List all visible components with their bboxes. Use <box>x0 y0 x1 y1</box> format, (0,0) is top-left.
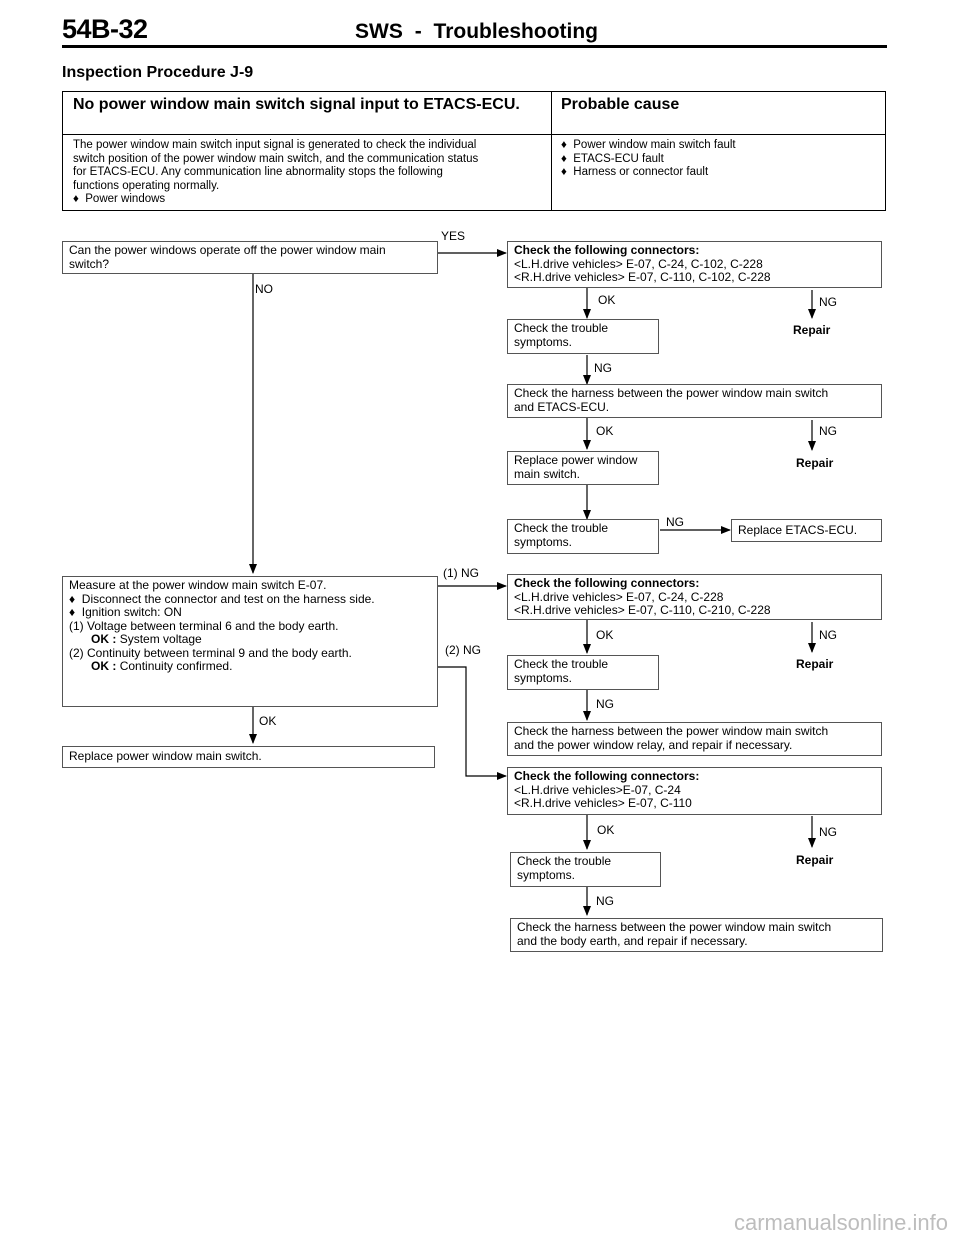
measure-box: Measure at the power window main switch E-07. ♦ Disconnect the connector and test on the harness side. ♦ Ignition switch: ON (1) Voltage between terminal 6 and the body earth. OK : System voltage (2) Continuity between terminal 9 and the body earth. OK : Continuity confirmed. <box>62 576 438 707</box>
trouble-symptoms-box: Check the trouble symptoms. <box>507 519 659 554</box>
ok-label: OK <box>598 293 616 307</box>
ng-label: NG <box>819 295 837 309</box>
ng-label: NG <box>819 424 837 438</box>
ng-label: NG <box>666 515 684 529</box>
section-code: SWS <box>355 20 403 43</box>
page-number: 54B-32 <box>62 14 148 44</box>
harness-check-box: Check the harness between the power window main switch and ETACS-ECU. <box>507 384 882 418</box>
watermark: carmanualsonline.info <box>733 1210 948 1235</box>
ok-label: OK <box>596 424 614 438</box>
cause-header: Probable cause <box>561 96 680 113</box>
no-label: NO <box>255 282 273 296</box>
ng1-label: (1) NG <box>443 566 479 580</box>
replace-etacs-box: Replace ETACS-ECU. <box>731 519 882 542</box>
ok-label: OK <box>597 823 615 837</box>
procedure-title: Inspection Procedure J-9 <box>62 64 254 81</box>
ng2-label: (2) NG <box>445 643 481 657</box>
ok-label: OK <box>259 714 277 728</box>
header-separator: - <box>414 20 422 43</box>
trouble-symptoms-box: Check the trouble symptoms. <box>507 655 659 690</box>
repair-label: Repair <box>796 657 834 671</box>
trouble-symptoms-box: Check the trouble symptoms. <box>510 852 661 887</box>
repair-label: Repair <box>796 853 834 867</box>
ng-label: NG <box>819 628 837 642</box>
repair-label: Repair <box>793 323 831 337</box>
yes-label: YES <box>441 229 466 243</box>
question-box: Can the power windows operate off the power window main switch? <box>62 241 438 274</box>
harness-check-box: Check the harness between the power window main switch and the power window relay, and repair if necessary. <box>507 722 882 756</box>
description: The power window main switch input signal is generated to check the individual switch position of the power window main switch, and the communication status for ETACS-ECU. Any communication line abnormality stops the following functions operating normally. ♦ Power windows <box>73 139 547 207</box>
connector-check-box: Check the following connectors: <L.H.drive vehicles> E-07, C-24, C-102, C-228 <R.H.drive vehicles> E-07, C-110, C-102, C-228 <box>507 241 882 288</box>
cause-item: ♦ Power window main switch fault <box>561 139 736 151</box>
replace-switch-box: Replace power window main switch. <box>507 451 659 485</box>
ng-label: NG <box>594 361 612 375</box>
connector-check-box: Check the following connectors: <L.H.drive vehicles> E-07, C-24, C-228 <R.H.drive vehicles> E-07, C-110, C-210, C-228 <box>507 574 882 620</box>
ng-label: NG <box>596 894 614 908</box>
ng-label: NG <box>819 825 837 839</box>
replace-main-switch-box: Replace power window main switch. <box>62 746 435 768</box>
section-title: Troubleshooting <box>433 20 599 43</box>
description-bullet: ♦ Power windows <box>73 193 166 205</box>
measure-bullet: ♦ Disconnect the connector and test on the harness side. <box>69 591 375 606</box>
connector-check-box: Check the following connectors: <L.H.drive vehicles>E-07, C-24 <R.H.drive vehicles> E-07, C-110 <box>507 767 882 815</box>
ok-label: OK <box>596 628 614 642</box>
cause-item: ♦ Harness or connector fault <box>561 166 709 178</box>
ng-label: NG <box>596 697 614 711</box>
cause-item: ♦ ETACS-ECU fault <box>561 152 664 165</box>
repair-label: Repair <box>796 456 834 470</box>
trouble-symptoms-box: Check the trouble symptoms. <box>507 319 659 354</box>
measure-bullet: ♦ Ignition switch: ON <box>69 605 182 619</box>
harness-check-box: Check the harness between the power window main switch and the body earth, and repair if necessary. <box>510 918 883 952</box>
symptom-header: No power window main switch signal input to ETACS-ECU. <box>73 96 520 113</box>
